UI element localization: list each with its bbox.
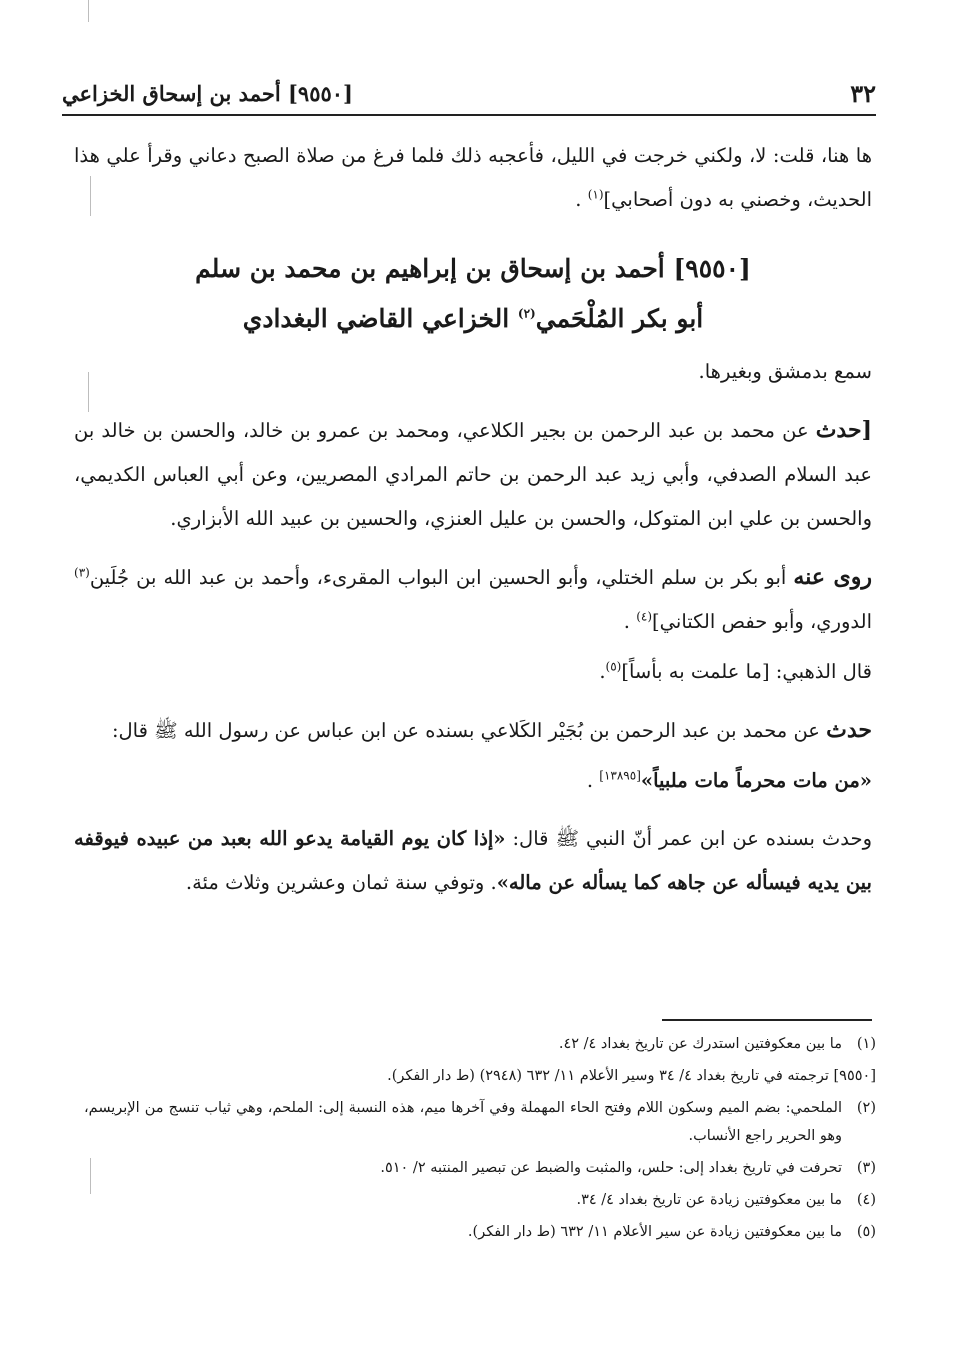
footnote-number: (١) [856, 1036, 876, 1052]
hadith-quote: «إذا كان يوم القيامة يدعو الله بعبد من عبيده فيوقفه بين يديه فيسأله عن جاهه كما يسأله عن ماله» [74, 827, 872, 894]
hadith-quote: «من مات محرماً مات ملبياً» [640, 769, 872, 792]
footnote-number: (٥) [856, 1224, 876, 1240]
footnote-marker: (٣) [74, 565, 90, 580]
keyword: روى عنه [793, 564, 873, 590]
entry-title [74, 244, 872, 344]
paragraph-text: ها هنا، قلت: لا، ولكني خرجت في الليل، فأعجبه ذلك فلما فرغ من صلاة الصبح دعاني وقرأ علي هذا الحديث، وخصني به دون أصحابي] [74, 144, 872, 211]
footnote-text: ما بين معكوفتين زيادة عن تاريخ بغداد ٤/ ٣٤. [576, 1192, 842, 1208]
keyword: [حدث [815, 417, 872, 443]
footnote-text: ما بين معكوفتين زيادة عن سير الأعلام ١١/ ٦٣٢ (ط دار الفكر). [467, 1224, 842, 1240]
paragraph [74, 408, 872, 541]
footnote-entry-source: [٩٥٥٠] ترجمته في تاريخ بغداد ٤/ ٣٤ وسير الأعلام ١١/ ٦٣٢ (٢٩٤٨) (ط دار الفكر). [387, 1068, 876, 1084]
paragraph: سمع بدمشق وبغيرها. [698, 360, 872, 383]
footnote-text: تحرفت في تاريخ بغداد إلى: حلس، والمثبت والضبط عن تبصير المنتبه ٢/ ٥١٠. [380, 1160, 842, 1176]
footnote-divider [662, 1019, 872, 1021]
paragraph-text: عن محمد بن عبد الرحمن بن بُجَيْر الكَلاعي بسنده عن ابن عباس عن رسول الله ﷺ قال: [111, 719, 820, 742]
paragraph: ها هنا، قلت: لا، ولكني خرجت في الليل، فأعجبه ذلك فلما فرغ من صلاة الصبح دعاني وقرأ علي هذا الحديث، وخصني به دون أصحابي]$^{(١)}$ . [74, 144, 872, 211]
footnote-marker: (٢) [517, 306, 536, 321]
paragraph: «من مات محرماً مات ملبياً»[١٣٨٩٥] . [586, 768, 872, 792]
footnote-number: (٣) [856, 1160, 876, 1176]
running-title: [٩٥٥٠] أحمد بن إسحاق الخزاعي [62, 80, 353, 106]
footnote-marker: (٤) [636, 609, 653, 624]
footnote-number: (٢) [856, 1100, 876, 1116]
paragraph: روى عنه أبو بكر بن سلم الختلي، وأبو الحسين ابن البواب المقرىء، وأحمد بن عبد الله بن جُلَين$^{(٣)}$ الدوري، وأبو حفص الكتاني]$^{(٤)}$ . [74, 564, 873, 633]
paragraph-text: وحدث بسنده عن ابن عمر أنّ النبي ﷺ قال: [512, 827, 872, 850]
entry-title-line: [٩٥٥٠] أحمد بن إسحاق بن إبراهيم بن محمد بن سلم [195, 254, 751, 283]
footnote [84, 1154, 876, 1182]
footnote-marker: (٥) [605, 659, 622, 674]
footnote-text: الملحمي: بضم الميم وسكون اللام وفتح الحاء المهملة وفي آخرها ميم، هذه النسبة إلى: الملحم، وهي ثياب تنسج من الإبريسم، وهو الحرير راجع الأنساب. [84, 1100, 842, 1144]
paragraph [74, 708, 872, 753]
footnotes [84, 1030, 876, 1250]
page-number: ٣٢ [850, 78, 876, 108]
paragraph-text: . وتوفي سنة ثمان وعشرين وثلاث مئة. [185, 871, 497, 894]
footnote-marker: (١) [587, 187, 604, 202]
paragraph-text: أبو بكر بن سلم الختلي، وأبو الحسين ابن البواب المقرىء، وأحمد بن عبد الله بن جُلَين [89, 566, 787, 589]
main-text [74, 134, 872, 911]
paragraph-text: الدوري، وأبو حفص الكتاني] [652, 610, 872, 633]
footnote-number: (٤) [856, 1192, 876, 1208]
entry-title-text: الخزاعي القاضي البغدادي [242, 304, 510, 333]
paragraph: قال الذهبي: [ما علمت به بأساً]$^{(٥)}$. [599, 659, 872, 683]
entry-title-text: أبو بكر المُلْحَمي [535, 304, 704, 333]
footnote [84, 1094, 876, 1150]
page-header [62, 72, 876, 116]
paragraph-text: عن محمد بن عبد الرحمن بن بجير الكلاعي، ومحمد بن عمرو بن خالد، والحسن بن خالد بن عبد السلام الصدفي، وأبي زيد عبد الرحمن بن حاتم المرادي المصريين، وعن أبي العباس الكديمي، والحسن بن علي ابن المتوكل، والحسن بن عليل العنزي، والحسين بن عبيد الله الأبزاري. [74, 419, 872, 530]
paragraph-text: قال الذهبي: [ما علمت به بأساً] [621, 660, 872, 683]
footnote-text: ما بين معكوفتين استدرك عن تاريخ بغداد ٤/ ٤٢. [558, 1036, 842, 1052]
paragraph [74, 817, 872, 905]
footnote [84, 1218, 876, 1246]
margin-mark [88, 0, 89, 22]
hadith-reference: [١٣٨٩٥] [599, 768, 641, 783]
keyword: حدث [826, 717, 872, 743]
footnote [84, 1030, 876, 1058]
entry-title-line [74, 294, 872, 344]
footnote [84, 1186, 876, 1214]
